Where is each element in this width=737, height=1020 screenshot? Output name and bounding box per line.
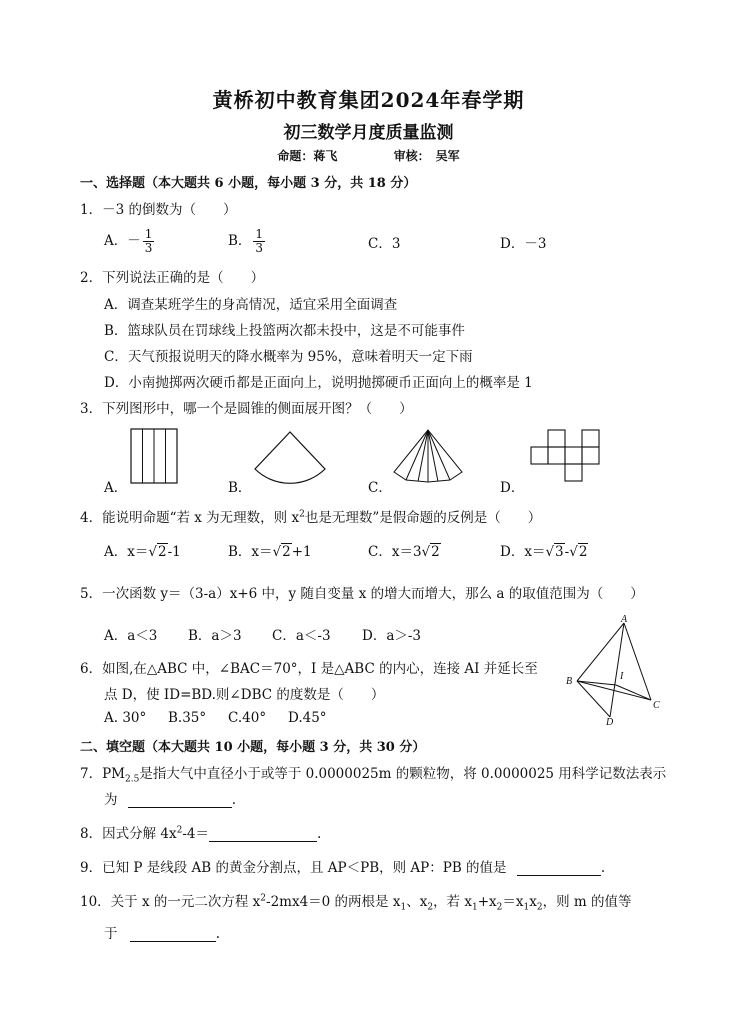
- q8-sup: 2: [176, 825, 183, 836]
- q1-option-c: C．3: [368, 236, 401, 252]
- q10-x2: x: [529, 894, 537, 910]
- sqrt-symbol: √2: [569, 544, 588, 560]
- fraction: [143, 228, 155, 255]
- radicand: 3: [555, 544, 564, 560]
- q8-end: .: [316, 826, 322, 842]
- radicand: 2: [282, 544, 291, 560]
- q10-plus: +x: [477, 894, 497, 910]
- label-c: C: [653, 700, 660, 711]
- question-4: [80, 506, 541, 526]
- q10-s3: 1: [471, 902, 478, 913]
- author-label: 命题：蒋飞: [277, 149, 338, 163]
- triangle-figure: [562, 612, 666, 726]
- q4-b-pre: B．x＝: [228, 544, 273, 560]
- q9-text: 9．已知 P 是线段 AB 的黄金分割点，且 AP＜PB，则 AP：PB 的值是: [80, 860, 507, 876]
- q6-option-a: A. 30°: [104, 710, 147, 726]
- question-6-line1: 6．如图,在△ABC 中，∠BAC＝70°，I 是△ABC 的内心，连接 AI 并延长至: [80, 661, 538, 677]
- q4-text-pre: 4．能说明命题“若 x 为无理数，则 x: [80, 510, 300, 526]
- q10-s5: 1: [523, 902, 530, 913]
- author-line: [0, 147, 737, 164]
- q5-option-c: C．a＜-3: [272, 628, 331, 644]
- question-10-line2: [104, 922, 220, 942]
- q10-s4: 2: [496, 902, 503, 913]
- q5-option-b: B．a＞3: [188, 628, 242, 644]
- q6-option-d: D.45°: [288, 710, 327, 726]
- q4-option-b: [228, 540, 312, 560]
- q7-pre: 7．PM: [80, 766, 125, 782]
- answer-blank-9[interactable]: [517, 861, 601, 876]
- figure-cube-net: [528, 428, 608, 484]
- q4-option-d: [500, 540, 588, 560]
- answer-blank-10[interactable]: [130, 927, 216, 942]
- figure-pyramid: [392, 428, 464, 484]
- q2-option-d: D．小南抛掷两次硬币都是正面向上，说明抛掷硬币正面向上的概率是 1: [104, 375, 533, 391]
- figure-sector: [252, 430, 328, 486]
- section-heading-choice: 一、选择题（本大题共 6 小题，每小题 3 分，共 18 分）: [80, 176, 417, 191]
- q10-eq: ＝x: [502, 894, 524, 910]
- q10-sup: 2: [260, 893, 267, 904]
- q3-option-d: D．: [500, 480, 525, 496]
- q4-d-mid: -: [564, 544, 570, 560]
- q10-s6: 2: [536, 902, 543, 913]
- q3-option-b: B．: [228, 480, 252, 496]
- q10-pre: 10．关于 x 的一元二次方程 x: [80, 894, 261, 910]
- q2-option-c: C．天气预报说明天的降水概率为 95%，意味着明天一定下雨: [104, 349, 473, 365]
- sqrt-symbol: √3: [545, 544, 564, 560]
- q4-b-post: +1: [291, 544, 312, 560]
- question-1: 1．－3 的倒数为（ ）: [80, 202, 237, 218]
- sqrt-symbol: √2: [148, 544, 167, 560]
- section-heading-fill: 二、填空题（本大题共 10 小题，每小题 3 分，共 30 分）: [80, 740, 426, 755]
- q10-s1: 1: [400, 902, 407, 913]
- q4-option-a: [104, 540, 181, 560]
- q1-option-b: [228, 228, 267, 255]
- page-subtitle: 初三数学月度质量监测: [283, 123, 454, 143]
- q1-b-label: B．: [228, 233, 252, 249]
- frac-num: 1: [255, 227, 264, 241]
- answer-blank-8[interactable]: [209, 827, 317, 842]
- q3-option-a: A．: [104, 480, 128, 496]
- q1-option-a: [104, 228, 156, 255]
- sqrt-symbol: √2: [272, 544, 291, 560]
- question-5: 5．一次函数 y＝（3-a）x+6 中，y 随自变量 x 的增大而增大，那么 a 的取值范围为（ ）: [80, 586, 644, 602]
- q9-end: .: [600, 860, 606, 876]
- question-7: [80, 762, 666, 785]
- q1-a-label: A．－: [104, 233, 141, 249]
- q4-c-pre: C．x＝3: [368, 544, 422, 560]
- q5-option-d: D．a＞-3: [362, 628, 422, 644]
- q4-sup: 2: [299, 509, 305, 520]
- q7-line2: 为: [104, 792, 118, 808]
- answer-blank-7[interactable]: [128, 793, 232, 808]
- q8-pre: 8．因式分解 4x: [80, 826, 177, 842]
- question-8: [80, 822, 321, 842]
- fraction: [253, 228, 265, 255]
- label-b: B: [566, 676, 573, 687]
- question-9: [80, 856, 605, 876]
- q10-comma: 、x: [406, 894, 428, 910]
- q4-text-post: 也是无理数”是假命题的反例是（ ）: [304, 510, 542, 526]
- label-d: D: [606, 717, 614, 726]
- q4-option-c: [368, 540, 441, 560]
- question-3: 3．下列图形中，哪一个是圆锥的侧面展开图？（ ）: [80, 401, 413, 417]
- q6-option-b: B.35°: [168, 710, 207, 726]
- frac-num: 1: [144, 227, 153, 241]
- label-i: I: [620, 671, 624, 682]
- page-title: 黄桥初中教育集团2024年春学期: [212, 88, 525, 112]
- question-6-line2: 点 D，使 ID=BD.则∠DBC 的度数是（ ）: [104, 687, 385, 703]
- q7-sub: 2.5: [125, 774, 140, 785]
- question-7-line2: [104, 788, 236, 808]
- radicand: 2: [157, 544, 167, 560]
- q10-post: ，则 m 的值等: [542, 894, 632, 910]
- sqrt-symbol: √2: [421, 544, 440, 560]
- q2-option-b: B．篮球队员在罚球线上投篮两次都未投中，这是不可能事件: [104, 323, 465, 339]
- q2-option-a: A．调查某班学生的身高情况，适宜采用全面调查: [104, 297, 398, 313]
- q4-a-post: -1: [167, 544, 181, 560]
- q10-mid: -2mx4＝0 的两根是 x: [266, 894, 401, 910]
- q8-post: -4＝: [182, 826, 209, 842]
- q7-post: 是指大气中直径小于或等于 0.0000025m 的颗粒物，将 0.0000025 用科学记数法表示: [139, 766, 667, 782]
- q4-a-pre: A．x＝: [104, 544, 149, 560]
- reviewer-label: 审核： 吴军: [393, 149, 460, 163]
- q1-option-d: D．－3: [500, 236, 547, 252]
- label-a: A: [621, 614, 628, 625]
- radicand: 2: [578, 544, 588, 560]
- q10-line2: 于: [104, 926, 118, 942]
- frac-den: 3: [255, 241, 264, 255]
- q7-end: .: [231, 792, 237, 808]
- q4-d-pre: D．x＝: [500, 544, 546, 560]
- question-10: [80, 890, 631, 913]
- q10-end: .: [215, 926, 221, 942]
- q6-option-c: C.40°: [228, 710, 267, 726]
- q3-option-c: C．: [368, 480, 392, 496]
- question-2: 2．下列说法正确的是（ ）: [80, 270, 265, 286]
- q5-option-a: A．a＜3: [104, 628, 158, 644]
- q10-s2: 2: [427, 902, 434, 913]
- radicand: 2: [431, 544, 440, 560]
- q10-mid2: ，若 x: [433, 894, 472, 910]
- frac-den: 3: [144, 241, 153, 255]
- figure-rectangle-strips: [130, 428, 180, 484]
